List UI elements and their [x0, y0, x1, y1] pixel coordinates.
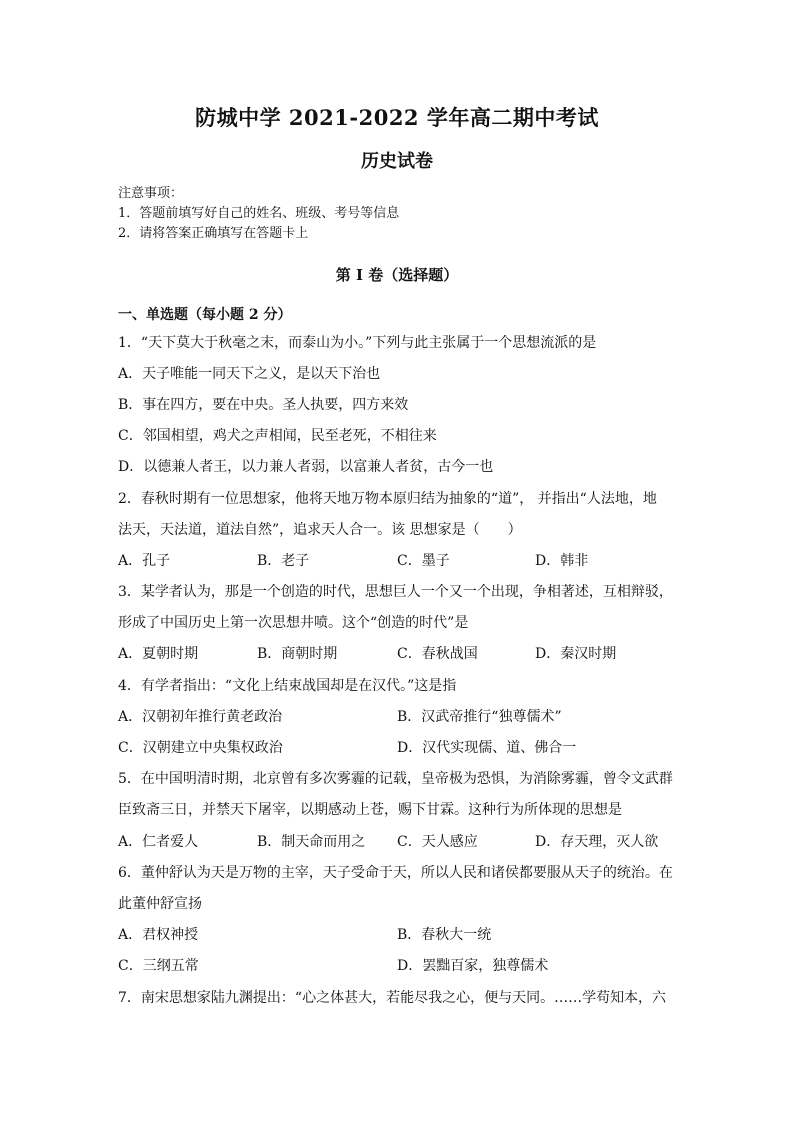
question-stem: 4．有学者指出：“文化上结束战国却是在汉代。”这是指 [118, 678, 457, 694]
option-d: D．韩非 [535, 553, 589, 569]
option-b: B．事在四方，要在中央。圣人执要，四方来效 [118, 397, 409, 413]
subject-title: 历史试卷 [361, 151, 433, 172]
section-title: 一、单选题（每小题 2 分） [118, 307, 292, 323]
option-b: B．老子 [257, 553, 310, 569]
exam-title: 防城中学 2021-2022 学年高二期中考试 [195, 105, 599, 130]
notice-heading: 注意事项： [118, 186, 184, 201]
option-d: D．存天理，灭人欲 [535, 834, 659, 850]
option-a: A．孔子 [118, 553, 171, 569]
question-stem: 法天，天法道，道法自然”，追求天人合一。该 思想家是（ ） [118, 522, 522, 538]
option-b: B．商朝时期 [257, 646, 338, 662]
option-a: A．君权神授 [118, 927, 199, 943]
option-a: A．仁者爱人 [118, 834, 199, 850]
option-b: B．汉武帝推行“独尊儒术” [397, 709, 562, 725]
part-title: 第 I 卷（选择题） [335, 266, 459, 284]
notice-item: 1．答题前填写好自己的姓名、班级、考号等信息 [118, 206, 400, 221]
option-c: C．墨子 [397, 553, 450, 569]
option-c: C．三纲五常 [118, 958, 199, 974]
question-stem: 1．“天下莫大于秋毫之末，而泰山为小。”下列与此主张属于一个思想流派的是 [118, 335, 597, 351]
option-c: C．春秋战国 [397, 646, 478, 662]
option-b: B．制天命而用之 [257, 834, 366, 850]
question-stem: 5．在中国明清时期，北京曾有多次雾霾的记载，皇帝极为恐惧，为消除雾霾，曾令文武群 [118, 771, 673, 787]
option-c: C．汉朝建立中央集权政治 [118, 740, 283, 756]
option-a: A．汉朝初年推行黄老政治 [118, 709, 283, 725]
question-stem: 6．董仲舒认为天是万物的主宰，天子受命于天，所以人民和诸侯都要服从天子的统治。在 [118, 865, 673, 881]
question-stem: 2．春秋时期有一位思想家，他将天地万物本原归结为抽象的“道”， 并指出“人法地，地 [118, 491, 657, 507]
option-d: D．罢黜百家，独尊儒术 [397, 958, 549, 974]
notice-item: 2．请将答案正确填写在答题卡上 [118, 226, 309, 241]
option-d: D．汉代实现儒、道、佛合一 [397, 740, 577, 756]
question-stem: 形成了中国历史上第一次思想井喷。这个“创造的时代”是 [118, 615, 469, 631]
option-a: A．夏朝时期 [118, 646, 199, 662]
option-c: C．邻国相望，鸡犬之声相闻，民至老死，不相往来 [118, 428, 437, 444]
option-c: C．天人感应 [397, 834, 478, 850]
option-b: B．春秋大一统 [397, 927, 492, 943]
question-stem: 7．南宋思想家陆九渊提出：“心之体甚大，若能尽我之心，便与天同。……学苟知本，六 [118, 990, 667, 1006]
question-stem: 此董仲舒宣扬 [118, 896, 202, 912]
option-d: D．秦汉时期 [535, 646, 617, 662]
question-stem: 3．某学者认为，那是一个创造的时代，思想巨人一个又一个出现，争相著述，互相辩驳， [118, 584, 673, 600]
option-d: D．以德兼人者王，以力兼人者弱，以富兼人者贫，古今一也 [118, 459, 494, 475]
option-a: A．天子唯能一同天下之义，是以天下治也 [118, 366, 381, 382]
question-stem: 臣致斋三日，并禁天下屠宰，以期感动上苍，赐下甘霖。这种行为所体现的思想是 [118, 802, 622, 818]
